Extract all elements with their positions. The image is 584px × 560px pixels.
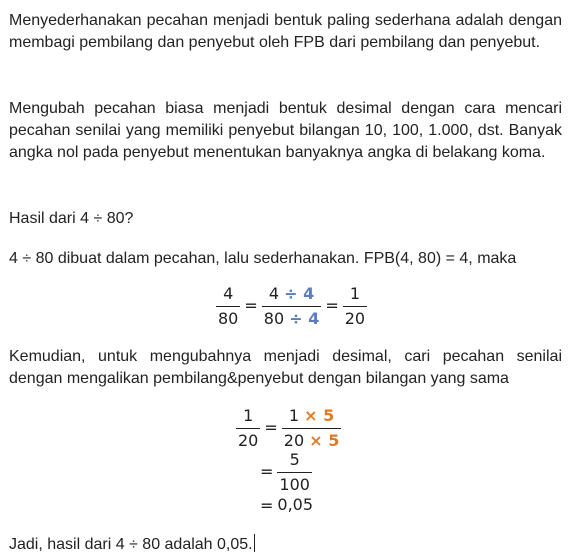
divide-operation: ÷ 4 [284,283,315,303]
equals-sign: = [260,462,274,481]
numerator-value: 4 [268,283,280,303]
denominator: 20 [343,306,367,329]
equals-sign: = [244,296,258,315]
fraction-4-80 [216,284,240,329]
divide-operation: ÷ 4 [289,308,320,328]
conclusion-line [9,534,562,556]
fraction-1-20 [236,406,260,451]
equals-sign: = [260,495,274,515]
paragraph-simplify-rule: Menyederhanakan pecahan menjadi bentuk paling sederhana adalah dengan membagi pembilang dan penyebut oleh FPB dari pembilang dan penyebut. [9,12,562,51]
numerator-value: 1 [288,405,300,425]
equals-sign: = [264,418,278,437]
fraction-1-20 [343,284,367,329]
denominator [262,306,322,329]
step-simplify-text: 4 ÷ 80 dibuat dalam pecahan, lalu sederhanakan. FPB(4, 80) = 4, maka [9,250,517,267]
denominator [282,428,342,451]
numerator: 1 [349,283,360,303]
denominator: 20 [236,428,260,451]
fraction-5-100 [277,450,312,495]
text-cursor [254,534,255,552]
decimal-result: 0,05 [277,495,314,514]
multiply-operation: × 5 [309,430,340,450]
conclusion-text: Jadi, hasil dari 4 ÷ 80 adalah 0,05. [9,536,253,553]
numerator: 5 [289,449,300,469]
paragraph-decimal-rule: Mengubah pecahan biasa menjadi bentuk desimal dengan cara mencari pecahan senilai yang memiliki penyebut bilangan 10, 100, 1.000, dst. Banyak angka nol pada penyebut menentukan banyaknya angka di belakang koma. [9,100,562,161]
denominator-value: 80 [263,308,285,328]
fraction-multiplied [282,406,342,451]
denominator: 100 [277,472,312,495]
numerator: 4 [223,283,234,303]
numerator [287,406,336,428]
fraction-divided [262,284,322,329]
multiply-operation: × 5 [304,405,335,425]
denominator-value: 20 [283,430,305,450]
numerator [267,284,316,306]
step-decimal-text: Kemudian, untuk mengubahnya menjadi desimal, cari pecahan senilai dengan mengalikan pembilang&penyebut dengan bilangan yang sama [9,348,562,387]
question-text: Hasil dari 4 ÷ 80? [9,210,134,227]
equals-sign: = [325,296,339,315]
denominator: 80 [216,306,240,329]
numerator: 1 [243,405,254,425]
